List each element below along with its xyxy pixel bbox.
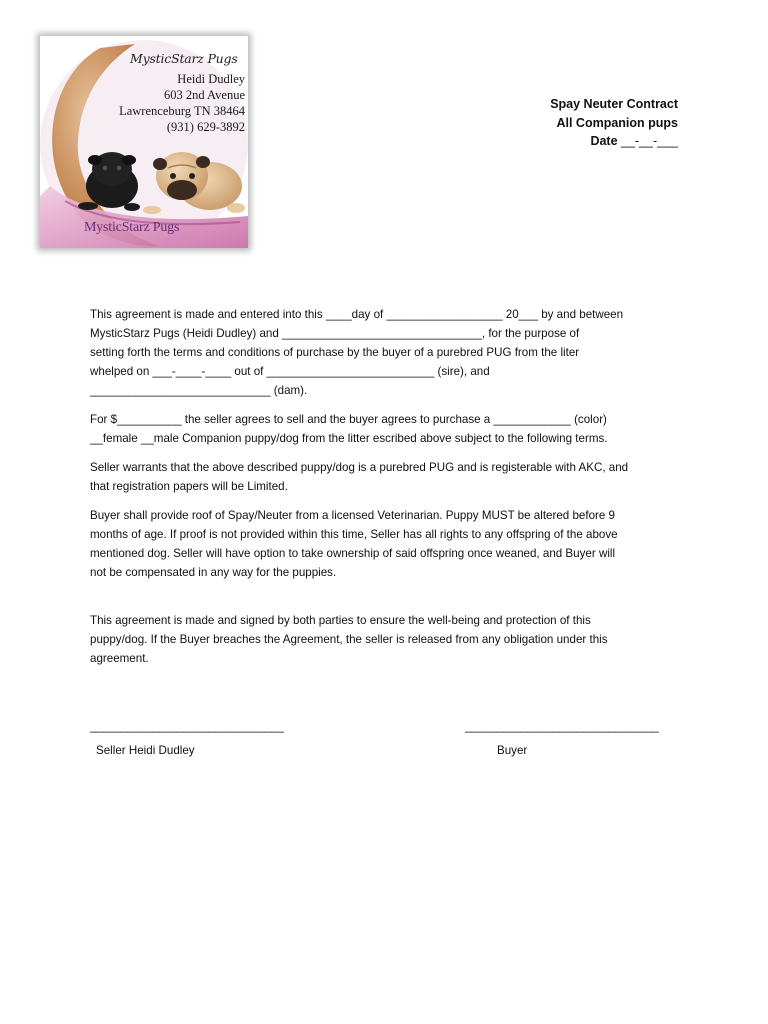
date-blank: __-__-___ [617, 134, 678, 148]
buyer-signature-line: _______________________________ [465, 720, 659, 733]
contract-title: Spay Neuter Contract [550, 97, 678, 111]
contract-subtitle: All Companion pups [556, 115, 678, 130]
logo-phone: (931) 629-3892 [166, 120, 245, 134]
body-line: This agreement is made and entered into this ____day of __________________ 20___ by and between [90, 308, 624, 321]
body-line: __female __male Companion puppy/dog from the litter escribed above subject to the following terms. [90, 432, 608, 445]
body-line: Buyer shall provide roof of Spay/Neuter from a licensed Veterinarian. Puppy MUST be altered before 9 [90, 509, 616, 522]
agreement-paragraph [90, 305, 690, 400]
logo-artwork [40, 36, 248, 248]
logo-street-address: 603 2nd Avenue [163, 88, 245, 102]
warranty-paragraph [90, 458, 690, 496]
body-line: setting forth the terms and conditions of purchase by the buyer of a purebred PUG from the liter [90, 346, 580, 359]
body-line: This agreement is made and signed by both parties to ensure the well-being and protection of this [90, 614, 591, 627]
body-line: not be compensated in any way for the puppies. [90, 566, 337, 579]
date-field [550, 132, 678, 151]
seller-signature-line: _______________________________ [90, 720, 284, 733]
price-paragraph [90, 410, 690, 448]
logo-breeder-name: Heidi Dudley [177, 72, 245, 86]
breeder-logo [40, 36, 248, 248]
body-line: mentioned dog. Seller will have option to take ownership of said offspring once weaned, and Buyer will [90, 547, 616, 560]
buyer-signature-label: Buyer [497, 744, 528, 757]
seller-signature-label: Seller Heidi Dudley [96, 744, 195, 757]
spay-neuter-paragraph [90, 506, 690, 582]
breach-paragraph [90, 611, 690, 668]
date-label: Date [590, 134, 618, 148]
body-line: months of age. If proof is not provided within this time, Seller has all rights to any offspring of the above [90, 528, 618, 541]
logo-brand-text: MysticStarz Pugs [130, 51, 238, 66]
body-line: Seller warrants that the above described puppy/dog is a purebred PUG and is registerable with AKC, and [90, 461, 629, 474]
logo-city-state-zip: Lawrenceburg TN 38464 [119, 104, 245, 118]
contract-body [90, 305, 690, 678]
body-line: puppy/dog. If the Buyer breaches the Agreement, the seller is released from any obligation under this [90, 633, 608, 646]
body-line: ____________________________ (dam). [90, 384, 308, 397]
logo-bottom-brand: MysticStarz Pugs [84, 220, 180, 235]
contract-header [550, 95, 678, 151]
body-line: For $__________ the seller agrees to sell and the buyer agrees to purchase a ____________ (color) [90, 413, 607, 426]
body-line: agreement. [90, 652, 149, 665]
body-line: that registration papers will be Limited. [90, 480, 288, 493]
body-line: whelped on ___-____-____ out of __________________________ (sire), and [90, 365, 490, 378]
body-line: MysticStarz Pugs (Heidi Dudley) and _______________________________, for the purpose of [90, 327, 580, 340]
